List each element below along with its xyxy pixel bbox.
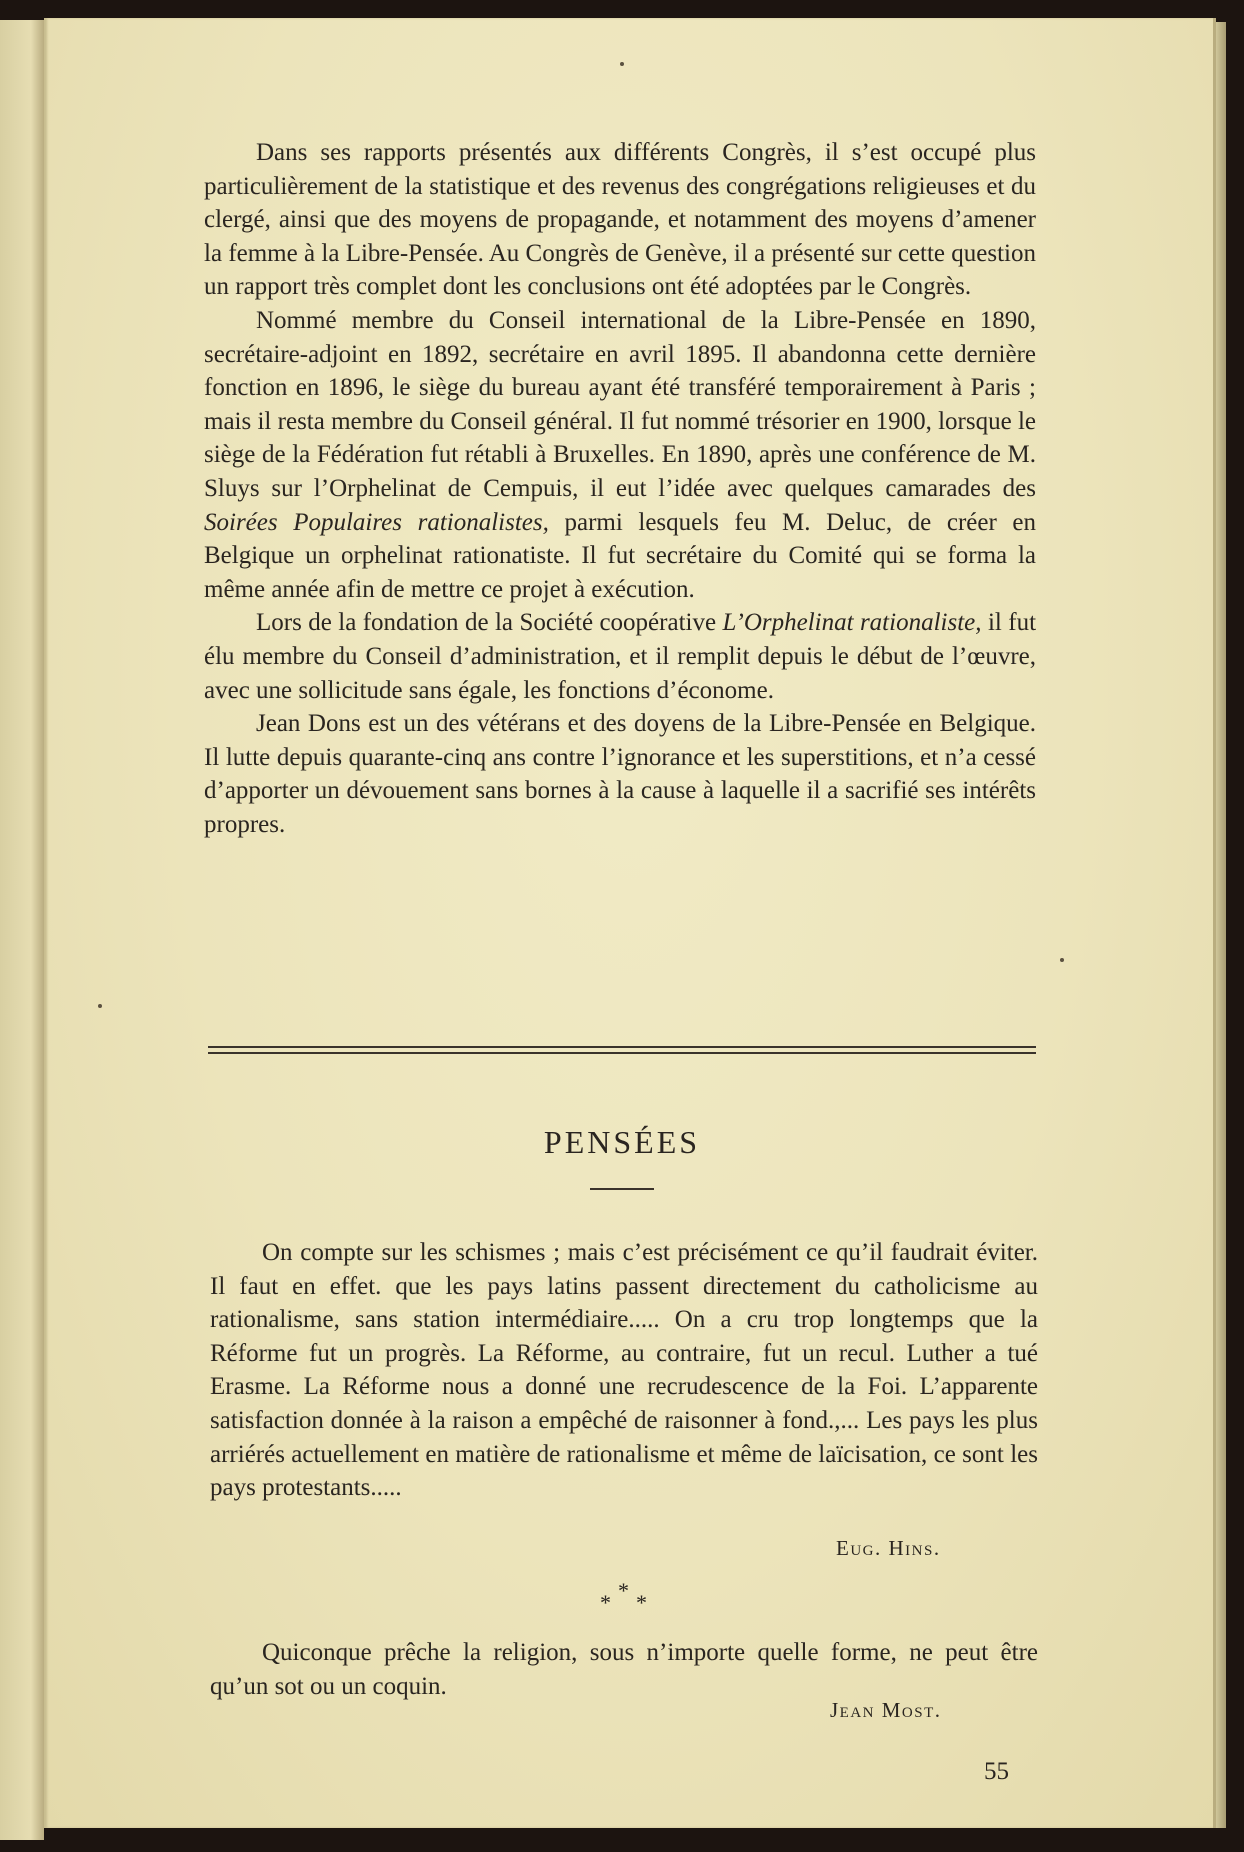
- paragraph: [204, 606, 1036, 707]
- divider-line: [208, 1046, 1036, 1048]
- quote-author: Eug. Hins.: [836, 1536, 941, 1560]
- divider-line: [208, 1052, 1036, 1054]
- title-underline: [590, 1188, 654, 1190]
- paragraph-text: parmi lesquels feu M. Deluc, de créer en Belgique un orphelinat rationatiste. Il fut secrétaire du Comité qui se forma la même année afin de mettre ce projet à exécution.: [204, 508, 1036, 603]
- page-number: 55: [984, 1758, 1009, 1785]
- paper-speck: [620, 62, 624, 66]
- asterism-star: *: [618, 1578, 629, 1603]
- paragraph: [204, 304, 1036, 606]
- biography-text: [204, 136, 1036, 841]
- quote-text: On compte sur les schismes ; mais c’est précisément ce qu’il faudrait éviter. Il faut en effet. que les pays latins passent directement du catholicisme au rationalisme, sans station intermédiaire..... On a cru trop longtemps que la Réforme fut un progrès. La Réforme, au contraire, fut un recul. Luther a tué Erasme. La Réforme nous a donné une recrudescence de la Foi. L’apparente satisfaction donnée à la raison a empêché de raisonner à fond.,... Les pays les plus arriérés actuellement en matière de rationalisme et même de laïcisation, ce sont les pays protestants.....: [210, 1239, 1038, 1502]
- paragraph: Dans ses rapports présentés aux différents Congrès, il s’est occupé plus particulièrement de la statistique et des revenus des congrégations religieuses et du clergé, ainsi que des moyens de propagande, et notamment des moyens d’amener la femme à la Libre-Pensée. Au Congrès de Genève, il a présenté sur cette question un rapport très complet dont les conclusions ont été adoptées par le Congrès.: [204, 139, 1036, 301]
- paper-speck: [1060, 958, 1064, 962]
- italic-title: L’Orphelinat rationaliste,: [722, 609, 982, 637]
- section-title: PENSÉES: [543, 1124, 701, 1160]
- right-page-edge: [1216, 22, 1226, 1828]
- italic-title: Soirées Populaires rationalistes,: [204, 508, 549, 536]
- asterism-star: *: [600, 1590, 611, 1615]
- paragraph: Jean Dons est un des vétérans et des doyens de la Libre-Pensée en Belgique. Il lutte depuis quarante-cinq ans contre l’ignorance et les superstitions, et n’a cessé d’apporter un dévouement sans bornes à la cause à laquelle il a sacrifié ses intérêts propres.: [204, 710, 1036, 838]
- paper-speck: [98, 1004, 102, 1008]
- section-divider: [208, 1046, 1036, 1058]
- paragraph-text: il fut élu membre du Conseil d’administration, et il remplit depuis le début de l’œuvre, avec une sollicitude sans égale, les fonctions d’économe.: [204, 609, 1037, 704]
- quote-2: [210, 1636, 1038, 1703]
- quote-author: Jean Most.: [830, 1698, 942, 1722]
- quote-text: Quiconque prêche la religion, sous n’importe quelle forme, ne peut être qu’un sot ou un coquin.: [210, 1639, 1038, 1700]
- asterism-star: *: [636, 1590, 647, 1615]
- paragraph-text: Lors de la fondation de la Société coopérative: [256, 609, 717, 637]
- quote-1: [210, 1236, 1038, 1505]
- asterism: [596, 1578, 656, 1618]
- left-page-edge: [0, 20, 44, 1840]
- paragraph-text: Nommé membre du Conseil international de la Libre-Pensée en 1890, secrétaire-adjoint en 1892, secrétaire en avril 1895. Il abandonna cette dernière fonction en 1896, le siège du bureau ayant été transféré temporairement à Paris ; mais il resta membre du Conseil général. Il fut nommé trésorier en 1900, lorsque le siège de la Fédération fut rétabli à Bruxelles. En 1890, après une conférence de M. Sluys sur l’Orphelinat de Cempuis, il eut l’idée avec quelques camarades des: [204, 306, 1036, 502]
